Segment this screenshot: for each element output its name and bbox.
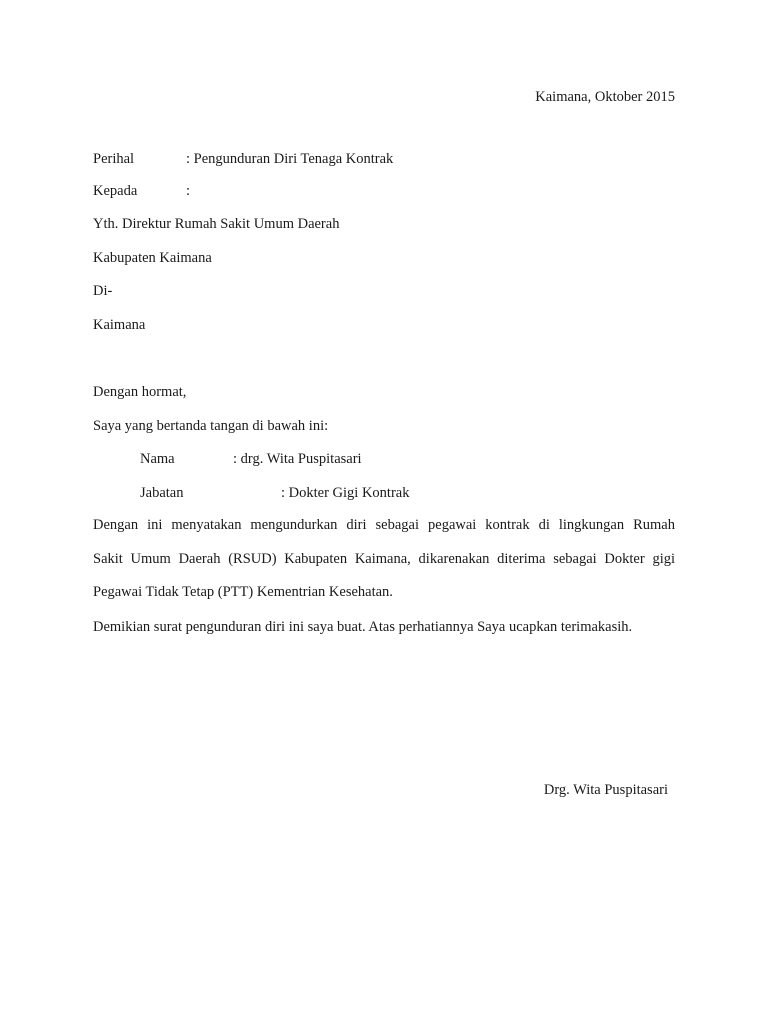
recipient-line: Kaimana: [93, 317, 146, 333]
perihal-value: : Pengunduran Diri Tenaga Kontrak: [186, 151, 394, 167]
nama-label: Nama: [140, 451, 175, 467]
place-date: Kaimana, Oktober 2015: [535, 89, 675, 105]
intro-line: Saya yang bertanda tangan di bawah ini:: [93, 418, 329, 434]
body-line: Dengan ini menyatakan mengundurkan diri sebagai pegawai kontrak di lingkungan Rumah: [93, 517, 675, 533]
salutation: Dengan hormat,: [93, 384, 187, 400]
recipient-line: Kabupaten Kaimana: [93, 250, 212, 266]
recipient-line: Yth. Direktur Rumah Sakit Umum Daerah: [93, 216, 340, 232]
body-line: Pegawai Tidak Tetap (PTT) Kementrian Kesehatan.: [93, 584, 393, 600]
perihal-row: [93, 150, 393, 168]
kepada-value: :: [186, 183, 191, 199]
nama-value: : drg. Wita Puspitasari: [233, 451, 362, 467]
body-paragraph: [93, 509, 675, 610]
recipient-line: Di-: [93, 283, 113, 299]
kepada-row: [93, 182, 190, 200]
body-line: Sakit Umum Daerah (RSUD) Kabupaten Kaimana, dikarenakan diterima sebagai Dokter gigi: [93, 550, 675, 567]
jabatan-label: Jabatan: [140, 485, 184, 501]
kepada-label: Kepada: [93, 183, 138, 199]
perihal-label: Perihal: [93, 151, 135, 167]
signature-name: Drg. Wita Puspitasari: [543, 782, 668, 798]
jabatan-row: [140, 484, 409, 502]
jabatan-value: : Dokter Gigi Kontrak: [281, 485, 410, 501]
closing-line: Demikian surat pengunduran diri ini saya buat. Atas perhatiannya Saya ucapkan terimakasih.: [93, 619, 633, 635]
nama-row: [140, 450, 362, 468]
